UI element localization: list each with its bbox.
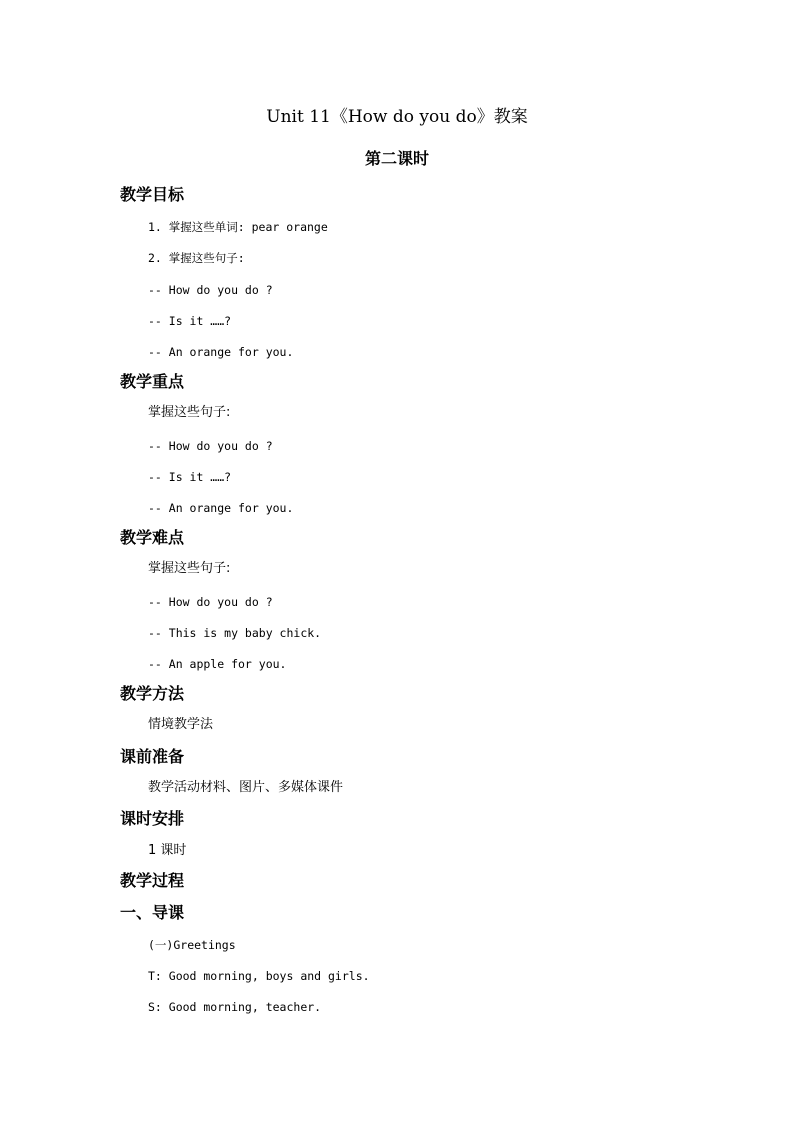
key-points-item: -- Is it ……? (148, 470, 232, 484)
process-item: T: Good morning, boys and girls. (148, 969, 370, 983)
difficulties-item: -- An apple for you. (148, 657, 287, 671)
methods-item: 情境教学法 (148, 717, 214, 732)
document-title: Unit 11《How do you do》教案 (266, 107, 528, 127)
process-section-heading: 一、导课 (120, 903, 185, 922)
difficulties-item: -- This is my baby chick. (148, 626, 322, 640)
difficulties-heading: 教学难点 (120, 528, 185, 547)
schedule-heading: 课时安排 (120, 809, 185, 828)
difficulties-item: -- How do you do ? (148, 595, 273, 609)
objectives-item: -- An orange for you. (148, 345, 294, 359)
key-points-item: -- How do you do ? (148, 439, 273, 453)
objectives-item: 1. 掌握这些单词: pear orange (148, 220, 328, 234)
process-item: (一)Greetings (148, 938, 236, 952)
schedule-item: 1 课时 (148, 843, 187, 858)
key-points-item: 掌握这些句子: (148, 405, 231, 420)
key-points-item: -- An orange for you. (148, 501, 294, 515)
difficulties-item: 掌握这些句子: (148, 561, 231, 576)
key-points-heading: 教学重点 (120, 372, 185, 391)
preparation-item: 教学活动材料、图片、多媒体课件 (148, 780, 344, 795)
document-subtitle: 第二课时 (364, 149, 429, 168)
objectives-item: 2. 掌握这些句子: (148, 251, 245, 265)
process-item: S: Good morning, teacher. (148, 1000, 322, 1014)
objectives-item: -- How do you do ? (148, 283, 273, 297)
process-heading: 教学过程 (120, 871, 185, 890)
preparation-heading: 课前准备 (120, 747, 185, 766)
methods-heading: 教学方法 (120, 684, 185, 703)
objectives-heading: 教学目标 (120, 185, 185, 204)
objectives-item: -- Is it ……? (148, 314, 232, 328)
